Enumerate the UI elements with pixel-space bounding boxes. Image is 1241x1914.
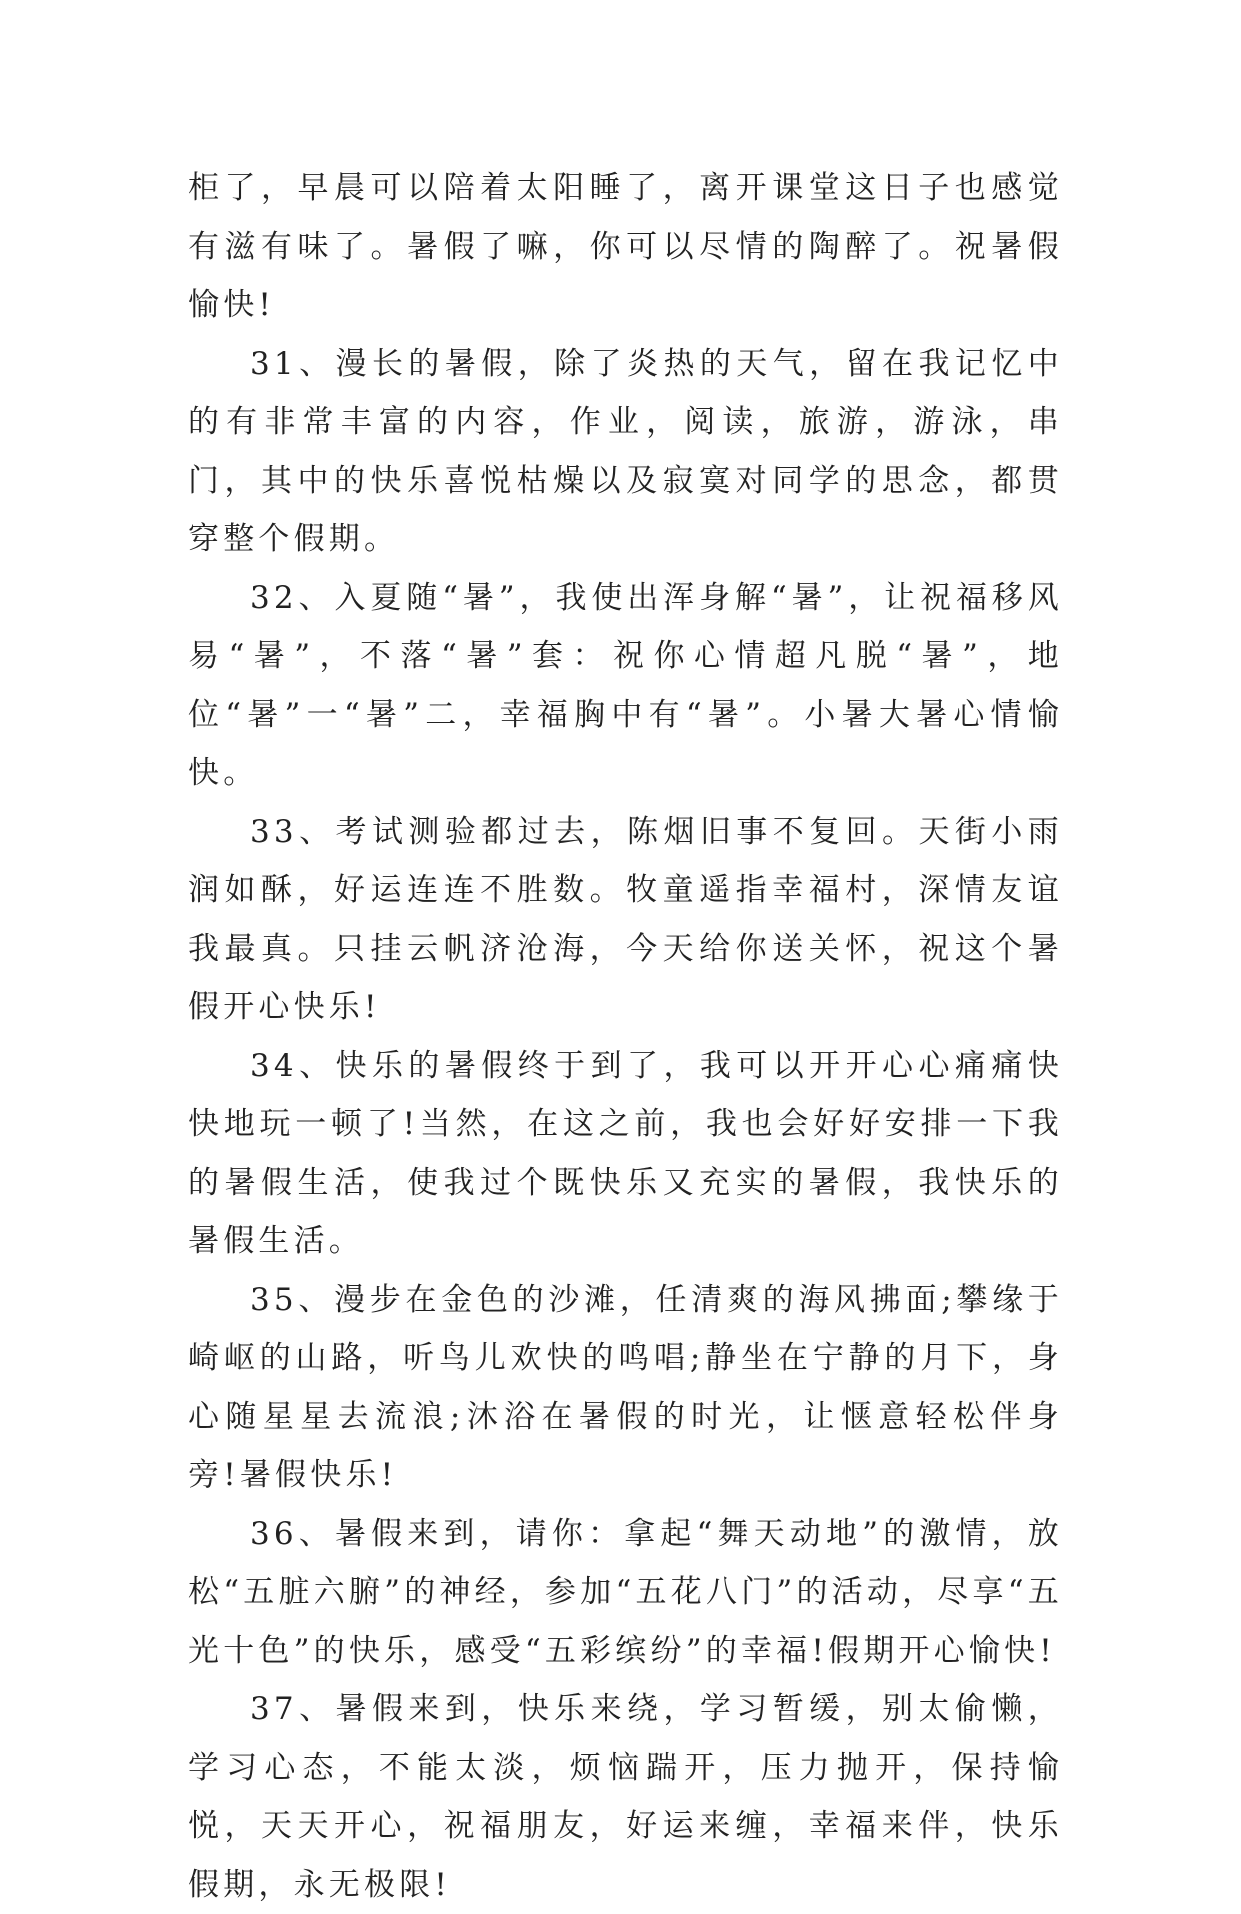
paragraph-37: 37、暑假来到，快乐来绕，学习暂缓，别太偷懒，学习心态，不能太淡，烦恼踹开，压力抛开，保持愉悦，天天开心，祝福朋友，好运来缠，幸福来伴，快乐假期，永无极限! (188, 1691, 1063, 1903)
paragraph-32: 32、入夏随“暑”，我使出浑身解“暑”，让祝福移风易“暑”，不落“暑”套：祝你心情超凡脱“暑”，地位“暑”一“暑”二，幸福胸中有“暑”。小暑大暑心情愉快。 (188, 579, 1063, 791)
paragraph-33: 33、考试测验都过去，陈烟旧事不复回。天街小雨润如酥，好运连连不胜数。牧童遥指幸福村，深情友谊我最真。只挂云帆济沧海，今天给你送关怀，祝这个暑假开心快乐! (188, 813, 1063, 1025)
paragraph-continued: 柜了，早晨可以陪着太阳睡了，离开课堂这日子也感觉有滋有味了。暑假了嘛，你可以尽情的陶醉了。祝暑假愉快! (188, 170, 1063, 323)
paragraph-31: 31、漫长的暑假，除了炎热的天气，留在我记忆中的有非常丰富的内容，作业，阅读，旅游，游泳，串门，其中的快乐喜悦枯燥以及寂寞对同学的思念，都贯穿整个假期。 (188, 345, 1063, 557)
paragraph-35: 35、漫步在金色的沙滩，任清爽的海风拂面;攀缘于崎岖的山路，听鸟儿欢快的鸣唱;静坐在宁静的月下，身心随星星去流浪;沐浴在暑假的时光，让惬意轻松伴身旁!暑假快乐! (188, 1281, 1063, 1493)
document-body (188, 159, 1063, 1914)
paragraph-36: 36、暑假来到，请你：拿起“舞天动地”的激情，放松“五脏六腑”的神经，参加“五花八门”的活动，尽享“五光十色”的快乐，感受“五彩缤纷”的幸福!假期开心愉快! (188, 1515, 1063, 1669)
paragraph-34: 34、快乐的暑假终于到了，我可以开开心心痛痛快快地玩一顿了!当然，在这之前，我也会好好安排一下我的暑假生活，使我过个既快乐又充实的暑假，我快乐的暑假生活。 (188, 1047, 1063, 1259)
